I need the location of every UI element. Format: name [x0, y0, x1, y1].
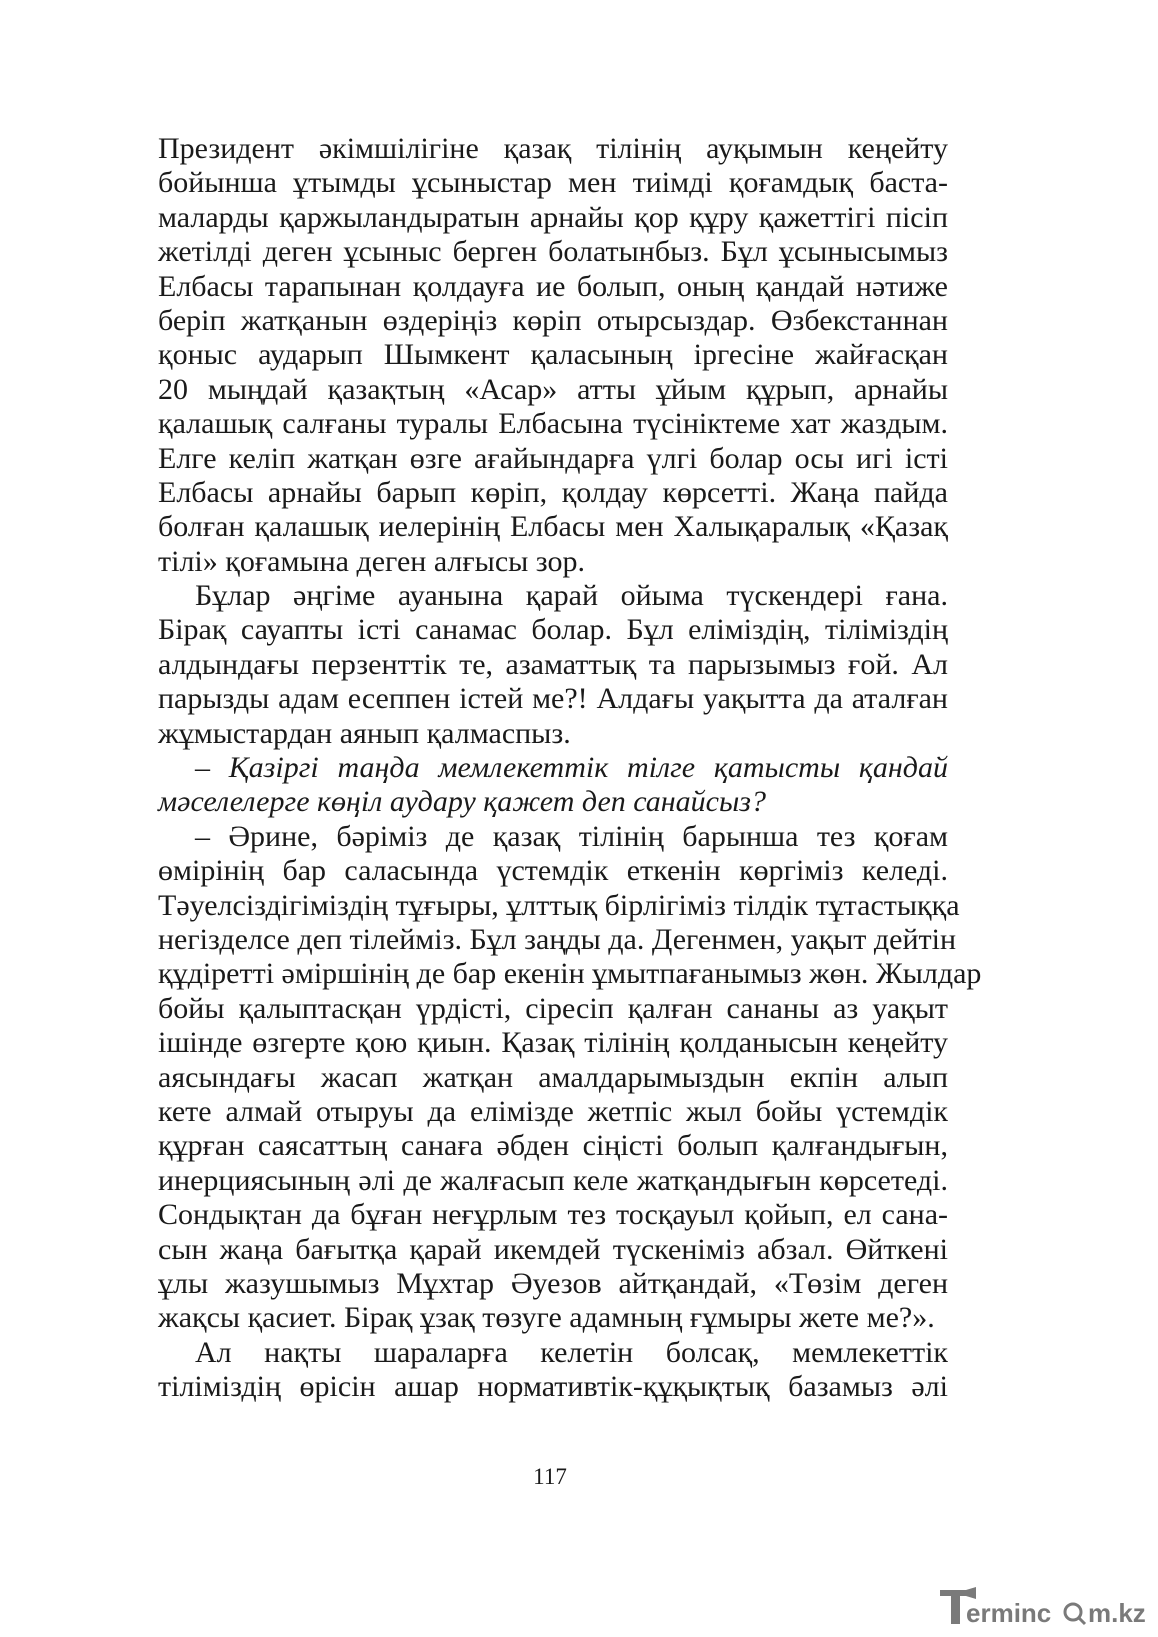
page-number: 117 [533, 1464, 567, 1489]
text-line: өмірінің бар саласында үстемдік еткенін көргіміз келеді. [158, 854, 948, 888]
text-line: инерциясының әлі де жалғасып келе жатқандығын көрсетеді. [158, 1163, 948, 1197]
logo-t-stem [951, 1596, 960, 1624]
text-line: Сондықтан да бұған неғұрлым тез тосқауыл қойып, ел сана- [158, 1198, 948, 1232]
text-line: негізделсе деп тілейміз. Бұл заңды да. Дегенмен, уақыт дейтін [158, 922, 957, 956]
text-line: Президент әкімшілігіне қазақ тілінің ауқымын кеңейту [158, 132, 948, 165]
text-line: құрған саясаттың санаға әбден сіңісті болып қалғандығын, [158, 1129, 948, 1163]
text-line: тіліміздің өрісін ашар нормативтік-құқықтық базамыз әлі [158, 1370, 948, 1404]
text-line: аясындағы жасап жатқан амалдарымыздын екпін алып [158, 1060, 948, 1094]
text-line: жұмыстардан аянып қалмаспыз. [158, 716, 571, 750]
text-line: Бұлар әңгіме ауанына қарай ойыма түскендері ғана. [195, 579, 948, 613]
watermark-text-part2: m.kz [1088, 1598, 1146, 1628]
text-line: бойы қалыптасқан үрдісті, сіресіп қалған сананы аз уақыт [158, 991, 948, 1025]
text-line: алдындағы перзенттік те, азаматтық та парызымыз ғой. Ал [158, 647, 948, 681]
text-line: Елбасы арнайы барып көріп, қолдау көрсетті. Жаңа пайда [158, 475, 948, 509]
text-line: Елбасы тарапынан қолдауға ие болып, оның қандай нәтиже [158, 269, 948, 303]
page-body [158, 132, 982, 1404]
text-line: сын жаңа бағытқа қарай икемдей түскеніміз абзал. Өйткені [158, 1232, 948, 1266]
paragraph [158, 751, 948, 820]
text-line: – Әрине, бәріміз де қазақ тілінің барынша тез қоғам [195, 819, 948, 853]
text-line: құдіретті әміршінің де бар екенін ұмытпағанымыз жөн. Жылдар [158, 957, 982, 991]
text-line: жақсы қасиет. Бірақ ұзақ төзуге адамның ғұмыры жете ме?». [158, 1301, 935, 1335]
text-line: қалашық салғаны туралы Елбасына түсініктеме хат жаздым. [158, 407, 948, 441]
watermark-graphic [938, 1584, 1148, 1630]
text-line: Тәуелсіздігіміздің тұғыры, ұлттық бірлігіміз тілдік тұтастыққа [158, 888, 960, 922]
text-line: ұлы жазушымыз Мұхтар Әуезов айтқандай, «Төзім деген [158, 1266, 948, 1300]
magnifier-icon [1065, 1604, 1085, 1624]
text-line: Елге келіп жатқан өзге ағайындарға үлгі болар осы игі істі [158, 441, 948, 475]
watermark-text-part1: erminc [966, 1598, 1052, 1628]
text-line: 20 мыңдай қазақтың «Асар» атты ұйым құрып, арнайы [158, 372, 948, 406]
text-line: маларды қаржыландыратын арнайы қор құру қажеттігі пісіп [158, 200, 948, 234]
text-line: жетілді деген ұсыныс берген болатынбыз. Бұл ұсынысымыз [158, 235, 948, 269]
paragraph [158, 1336, 948, 1405]
text-line: тілі» қоғамына деген алғысы зор. [158, 544, 585, 578]
text-line: беріп жатқанын өздеріңіз көріп отырсыздар. Өзбекстаннан [158, 303, 948, 337]
text-line: парызды адам есеппен істей ме?! Алдағы уақытта да аталған [158, 682, 948, 716]
paragraph [158, 579, 948, 751]
text-line: Ал нақты шараларға келетін болсақ, мемлекеттік [195, 1335, 948, 1369]
termincom-watermark-logo [938, 1584, 1148, 1630]
paragraph [158, 132, 948, 579]
text-line: ішінде өзгерте қою қиын. Қазақ тілінің қолданысын кеңейту [158, 1026, 948, 1060]
text-line: Бірақ сауапты істі санамас болар. Бұл еліміздің, тіліміздің [158, 613, 948, 647]
text-line: мәселелерге көңіл аудару қажет деп санайсыз? [158, 785, 767, 819]
text-line: – Қазіргі таңда мемлекеттік тілге қатысты қандай [195, 751, 948, 785]
text-line: қоныс аударып Шымкент қаласының іргесіне жайғасқан [158, 338, 948, 372]
paragraph [158, 819, 982, 1336]
text-line: болған қалашық иелерінің Елбасы мен Халықаралық «Қазақ [158, 510, 948, 544]
text-line: кете алмай отыруы да елімізде жетпіс жыл бойы үстемдік [158, 1094, 948, 1128]
text-line: бойынша ұтымды ұсыныстар мен тиімді қоғамдық баста- [158, 166, 948, 200]
